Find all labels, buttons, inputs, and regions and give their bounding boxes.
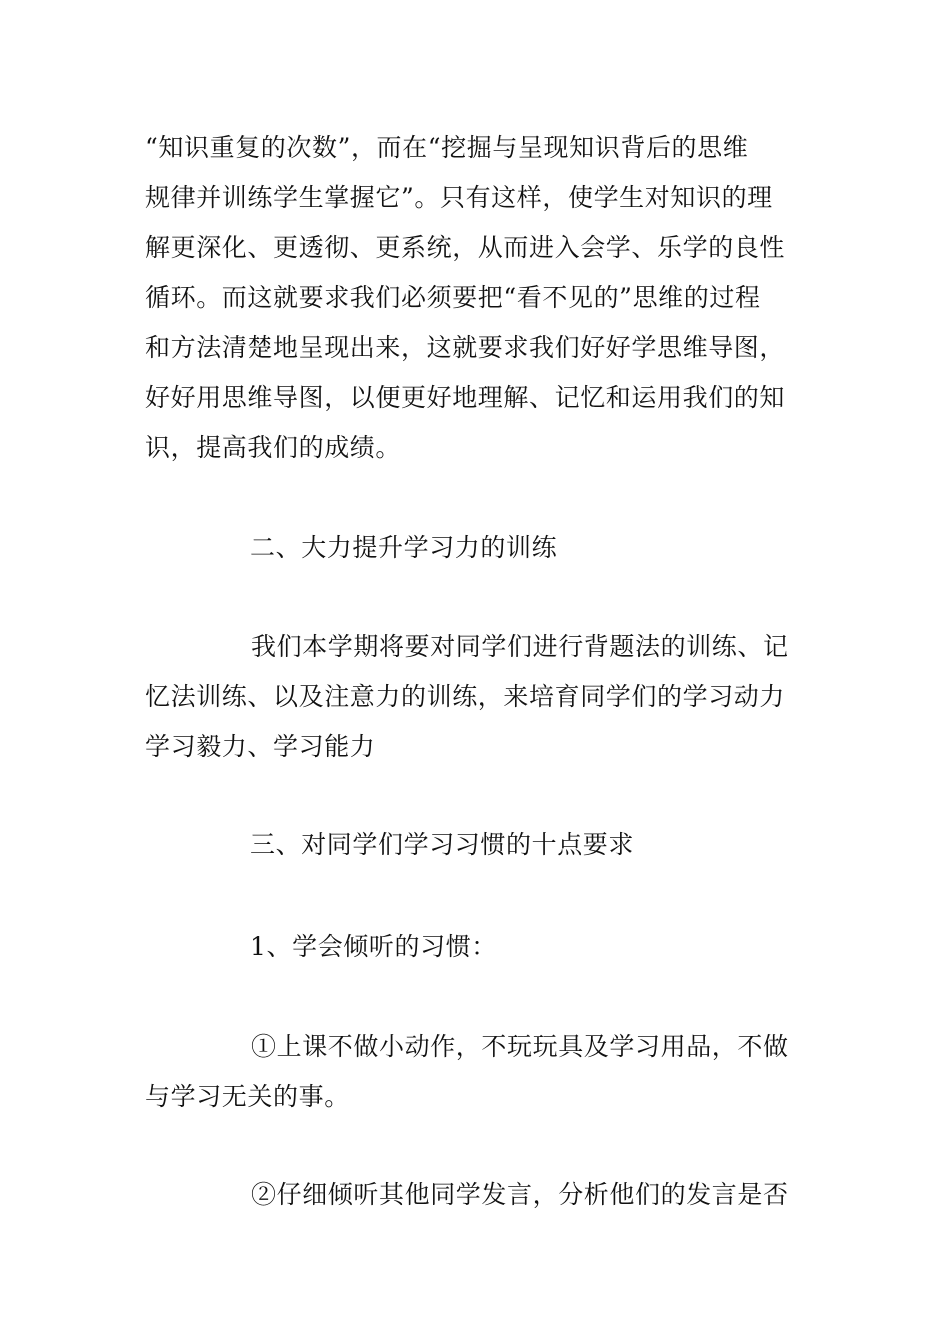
section-heading: 三、对同学们学习习惯的十点要求 <box>250 830 635 859</box>
text-line: 循环。而这就要求我们必须要把“看不见的”思维的过程 <box>145 283 761 312</box>
text-line: 解更深化、更透彻、更系统，从而进入会学、乐学的良性 <box>145 233 786 262</box>
intro-paragraph <box>145 123 807 473</box>
text-line: 和方法清楚地呈现出来，这就要求我们好好学思维导图， <box>145 333 786 362</box>
section2-paragraph <box>145 622 807 772</box>
section-heading: 二、大力提升学习力的训练 <box>250 533 558 562</box>
subsection-heading: 1、学会倾听的习惯： <box>250 932 497 961</box>
text-line: ②仔细倾听其他同学发言，分析他们的发言是否 <box>251 1180 789 1209</box>
text-line: 与学习无关的事。 <box>145 1082 350 1111</box>
habit-point-2 <box>145 1170 807 1220</box>
text-line: 忆法训练、以及注意力的训练，来培育同学们的学习动力 <box>145 682 786 711</box>
text-line: 我们本学期将要对同学们进行背题法的训练、记 <box>251 632 789 661</box>
text-line: “知识重复的次数”，而在“挖掘与呈现知识背后的思维 <box>145 133 749 162</box>
habit-point-1 <box>145 1022 807 1122</box>
text-line: 学习毅力、学习能力 <box>145 732 376 761</box>
text-line: 规律并训练学生掌握它”。只有这样，使学生对知识的理 <box>145 183 773 212</box>
text-line: ①上课不做小动作，不玩玩具及学习用品，不做 <box>251 1032 789 1061</box>
text-line: 好好用思维导图，以便更好地理解、记忆和运用我们的知 <box>145 383 786 412</box>
text-line: 识，提高我们的成绩。 <box>145 433 402 462</box>
